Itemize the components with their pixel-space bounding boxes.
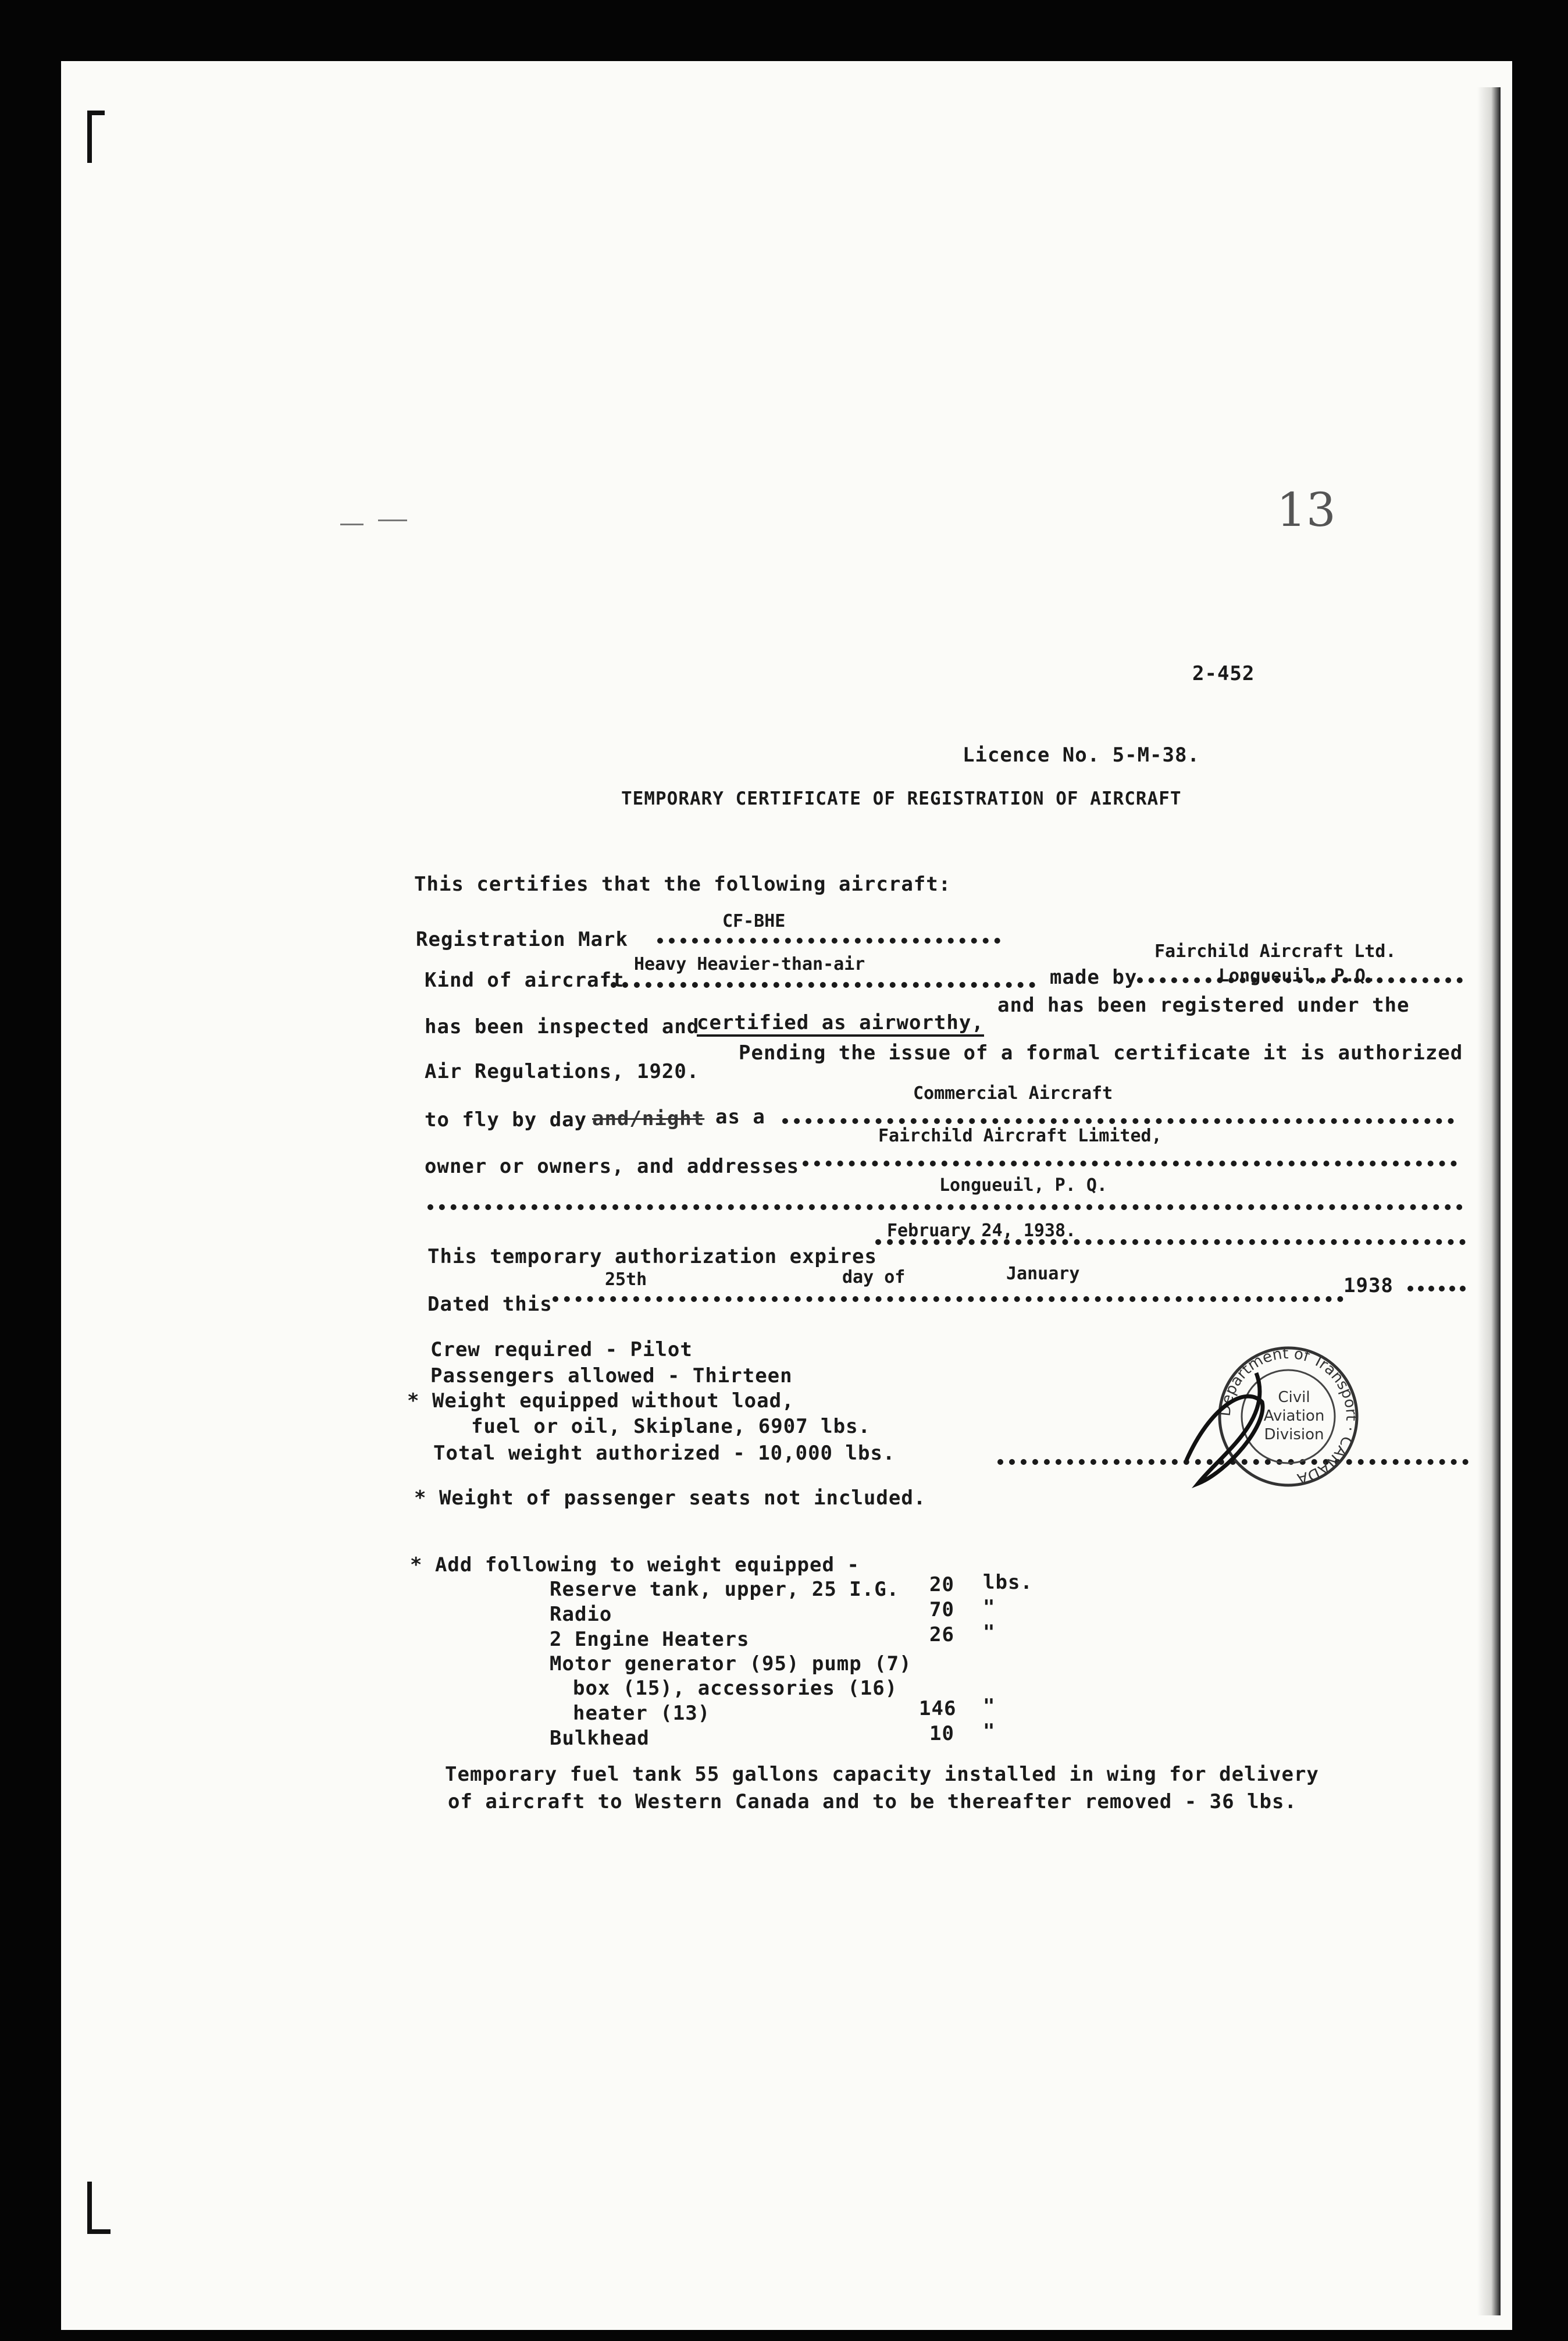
kind-dots <box>611 982 1035 988</box>
expires-label: This temporary authorization expires <box>427 1245 877 1268</box>
additions-heading: * Add following to weight equipped - <box>410 1553 860 1577</box>
weight-equipped: * Weight equipped without load, <box>407 1389 794 1413</box>
footer-note-line-1: Temporary fuel tank 55 gallons capacity installed in wing for delivery <box>445 1763 1319 1786</box>
crop-mark-top-left <box>87 111 92 163</box>
crop-mark-bottom-left-h <box>87 2229 111 2234</box>
crew-required: Crew required - Pilot <box>430 1338 693 1361</box>
official-seal <box>1175 1338 1378 1501</box>
addition-label: Motor generator (95) pump (7) <box>550 1652 912 1675</box>
addition-unit: lbs. <box>983 1571 1033 1594</box>
total-weight: Total weight authorized - 10,000 lbs. <box>433 1442 896 1465</box>
owner-value: Fairchild Aircraft Limited, <box>878 1126 1162 1146</box>
addition-label: Bulkhead <box>550 1727 650 1750</box>
purpose-value: Commercial Aircraft <box>913 1083 1113 1104</box>
dated-year: 1938 <box>1344 1274 1394 1297</box>
addition-value: 70 <box>929 1598 954 1621</box>
registration-label: Registration Mark <box>416 928 628 951</box>
regulations-text: Air Regulations, 1920. <box>425 1060 700 1083</box>
addition-unit: " <box>983 1596 996 1619</box>
fly-struck: and/night <box>592 1107 705 1130</box>
made-by-label: made by <box>1050 966 1138 989</box>
address-dots <box>427 1204 1463 1210</box>
dated-label: Dated this <box>427 1293 553 1316</box>
addition-label: Radio <box>550 1603 612 1626</box>
pending-text: Pending the issue of a formal certificate it is authorized <box>739 1041 1463 1065</box>
certified-airworthy: certified as airworthy, <box>697 1011 984 1037</box>
intro-text: This certifies that the following aircraft: <box>414 873 952 896</box>
maker-location: Longueuil, P.Q. <box>1218 966 1376 986</box>
owner-address: Longueuil, P. Q. <box>939 1175 1107 1196</box>
document-title: TEMPORARY CERTIFICATE OF REGISTRATION OF AIRCRAFT <box>621 788 1182 809</box>
document-sheet <box>61 61 1512 2330</box>
seal-text-aviation: Aviation <box>1263 1407 1325 1425</box>
fly-prefix: to fly by day <box>425 1108 587 1132</box>
addition-unit: " <box>983 1621 996 1644</box>
owner-dots <box>803 1161 1457 1166</box>
page-edge-shadow <box>1477 87 1501 2315</box>
file-reference: 2-452 <box>1192 662 1255 685</box>
seal-text-division: Division <box>1264 1426 1324 1443</box>
crop-mark-top-left-h <box>87 111 105 115</box>
inspected-suffix: and has been registered under the <box>997 994 1410 1017</box>
maker-name: Fairchild Aircraft Ltd. <box>1154 941 1396 962</box>
seats-note: * Weight of passenger seats not included. <box>414 1486 926 1510</box>
addition-value: 26 <box>929 1623 954 1646</box>
dated-day: 25th <box>605 1269 647 1290</box>
dated-month: January <box>1006 1264 1080 1284</box>
handwritten-page-number: 13 <box>1277 483 1336 537</box>
inspected-prefix: has been inspected and <box>425 1015 700 1038</box>
licence-number: Licence No. 5-M-38. <box>963 743 1200 767</box>
passengers-allowed: Passengers allowed - Thirteen <box>430 1364 793 1387</box>
addition-label: 2 Engine Heaters <box>550 1628 750 1651</box>
purpose-dots <box>782 1118 1454 1124</box>
addition-label: heater (13) <box>573 1702 711 1725</box>
smudge-mark <box>378 520 407 521</box>
fly-as: as a <box>715 1105 765 1129</box>
seal-text-civil: Civil <box>1278 1389 1310 1406</box>
owner-label: owner or owners, and addresses <box>425 1155 800 1178</box>
addition-value: 146 <box>919 1697 957 1720</box>
crop-mark-bottom-left <box>87 2182 92 2234</box>
registration-value: CF-BHE <box>722 911 786 931</box>
smudge-mark <box>340 524 364 525</box>
seal-ring-text: Department of Transport · CANADA <box>1216 1344 1360 1488</box>
addition-unit: " <box>983 1720 996 1743</box>
footer-note-line-2: of aircraft to Western Canada and to be thereafter removed - 36 lbs. <box>448 1790 1297 1813</box>
weight-equipped-detail: fuel or oil, Skiplane, 6907 lbs. <box>471 1415 871 1438</box>
day-of-label: day of <box>842 1267 906 1287</box>
registration-dots <box>657 938 1000 944</box>
addition-value: 20 <box>929 1573 954 1596</box>
addition-label: box (15), accessories (16) <box>573 1677 898 1700</box>
expires-value: February 24, 1938. <box>887 1221 1077 1241</box>
kind-label: Kind of aircraft <box>425 969 625 992</box>
kind-value: Heavy Heavier-than-air <box>634 954 865 974</box>
dated-dots <box>553 1296 1344 1302</box>
addition-value: 10 <box>929 1722 954 1745</box>
year-dots <box>1407 1286 1466 1292</box>
addition-label: Reserve tank, upper, 25 I.G. <box>550 1578 900 1601</box>
addition-unit: " <box>983 1695 996 1718</box>
